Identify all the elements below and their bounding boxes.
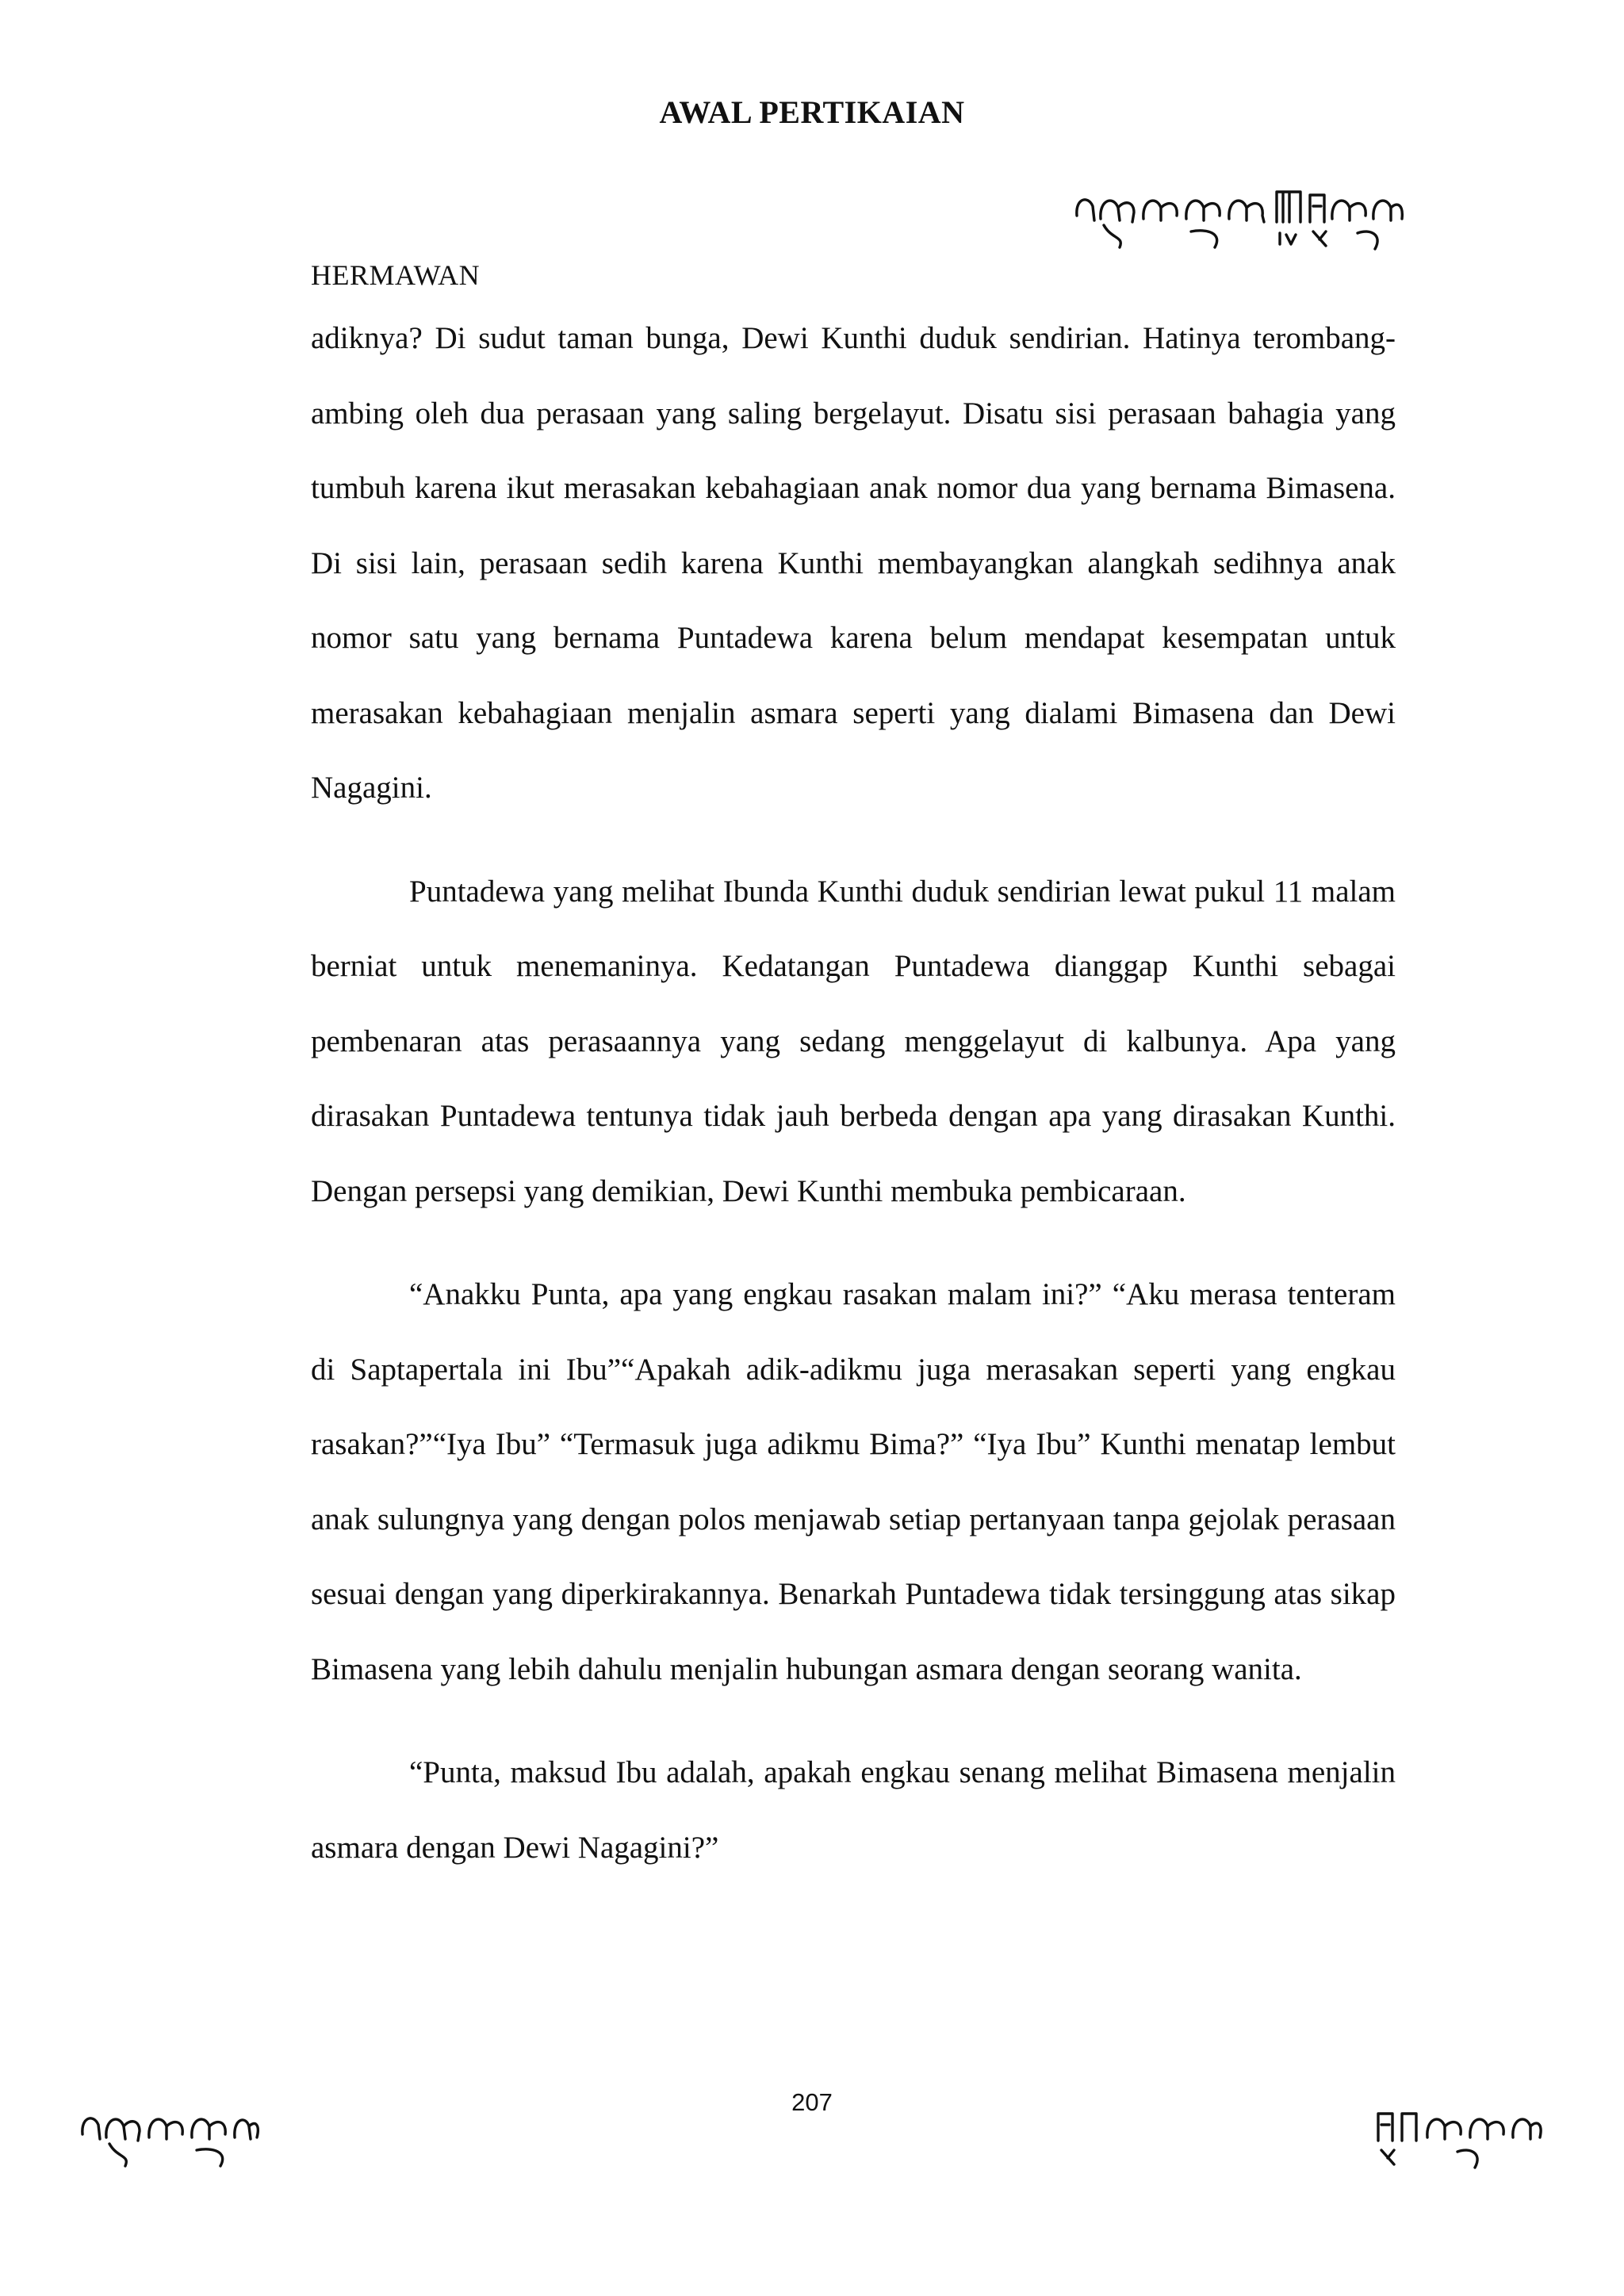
paragraph: adiknya? Di sudut taman bunga, Dewi Kunthi duduk sendirian. Hatinya terombang-ambing oleh dua perasaan yang saling bergelayut. Disatu sisi perasaan bahagia yang tumbuh karena ikut merasakan kebahagiaan anak nomor dua yang bernama Bimasena. Di sisi lain, perasaan sedih karena Kunthi membayangkan alangkah sedihnya anak nomor satu yang bernama Puntadewa karena belum mendapat kesempatan untuk merasakan kebahagiaan menjalin asmara seperti yang dialami Bimasena dan Dewi Nagagini.: [311, 321, 1396, 805]
javanese-script-header-icon: [1072, 184, 1405, 255]
paragraph: Puntadewa yang melihat Ibunda Kunthi duduk sendirian lewat pukul 11 malam berniat untuk menemaninya. Kedatangan Puntadewa dianggap Kunthi sebagai pembenaran atas perasaannya yang sedang menggelayut di kalbunya. Apa yang dirasakan Puntadewa tentunya tidak jauh berbeda dengan apa yang dirasakan Kunthi. Dengan persepsi yang demikian, Dewi Kunthi membuka pembicaraan.: [311, 874, 1396, 1208]
body-text: [311, 301, 1396, 1885]
author-name: HERMAWAN: [311, 259, 481, 291]
paragraph: “Anakku Punta, apa yang engkau rasakan malam ini?” “Aku merasa tenteram di Saptapertala ini Ibu”“Apakah adik-adikmu juga merasakan seperti yang engkau rasakan?”“Iya Ibu” “Termasuk juga adikmu Bima?” “Iya Ibu” Kunthi menatap lembut anak sulungnya yang dengan polos menjawab setiap pertanyaan tanpa gejolak perasaan sesuai dengan yang diperkirakannya. Benarkah Puntadewa tidak tersinggung atas sikap Bimasena yang lebih dahulu menjalin hubungan asmara dengan seorang wanita.: [311, 1277, 1396, 1686]
javanese-script-footer-right-icon: [1370, 2103, 1545, 2174]
javanese-script-footer-left-icon: [78, 2103, 260, 2174]
page-number: 207: [791, 2088, 833, 2116]
paragraph: “Punta, maksud Ibu adalah, apakah engkau senang melihat Bimasena menjalin asmara dengan Dewi Nagagini?”: [311, 1755, 1396, 1865]
page-title: AWAL PERTIKAIAN: [659, 94, 965, 130]
